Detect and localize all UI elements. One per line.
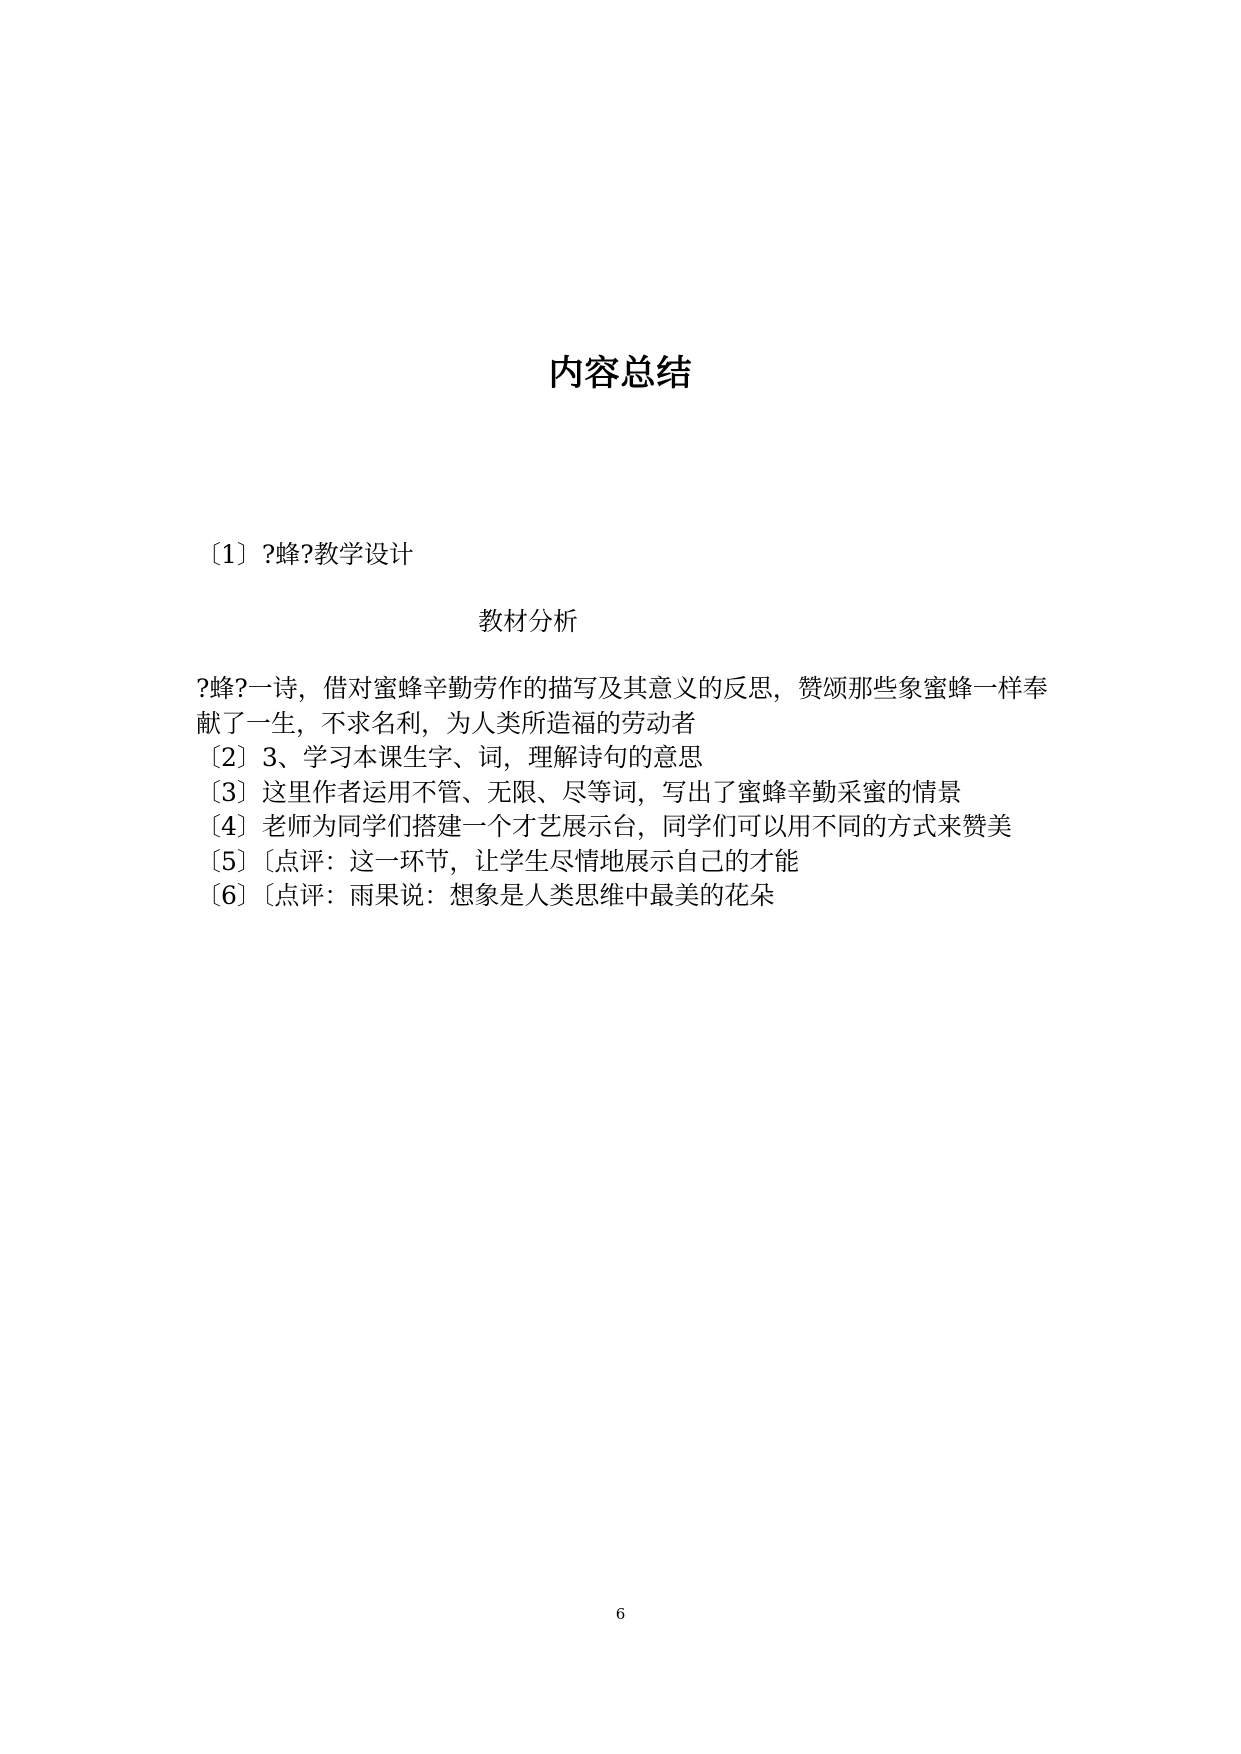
paragraph-item-5: 〔5〕〔点评：这一环节，让学生尽情地展示自己的才能 xyxy=(196,846,800,876)
section-heading: 〔1〕?蜂?教学设计 xyxy=(196,540,414,569)
subheading: 教材分析 xyxy=(478,607,579,636)
page-number: 6 xyxy=(615,1605,626,1623)
paragraph-item-6: 〔6〕〔点评：雨果说：想象是人类思维中最美的花朵 xyxy=(196,881,775,910)
body-text xyxy=(196,672,1056,914)
paragraph-intro: ?蜂?一诗，借对蜜蜂辛勤劳作的描写及其意义的反思，赞颂那些象蜜蜂一样奉献了一生，不求名利，为人类所造福的劳动者 xyxy=(196,674,1048,738)
paragraph-item-4: 〔4〕老师为同学们搭建一个才艺展示台，同学们可以用不同的方式来赞美 xyxy=(196,812,1012,841)
paragraph-item-3: 〔3〕这里作者运用不管、无限、尽等词，写出了蜜蜂辛勤采蜜的情景 xyxy=(196,777,962,807)
page-title: 内容总结 xyxy=(548,353,693,394)
paragraph-item-2: 〔2〕3、学习本课生字、词，理解诗句的意思 xyxy=(196,743,703,772)
